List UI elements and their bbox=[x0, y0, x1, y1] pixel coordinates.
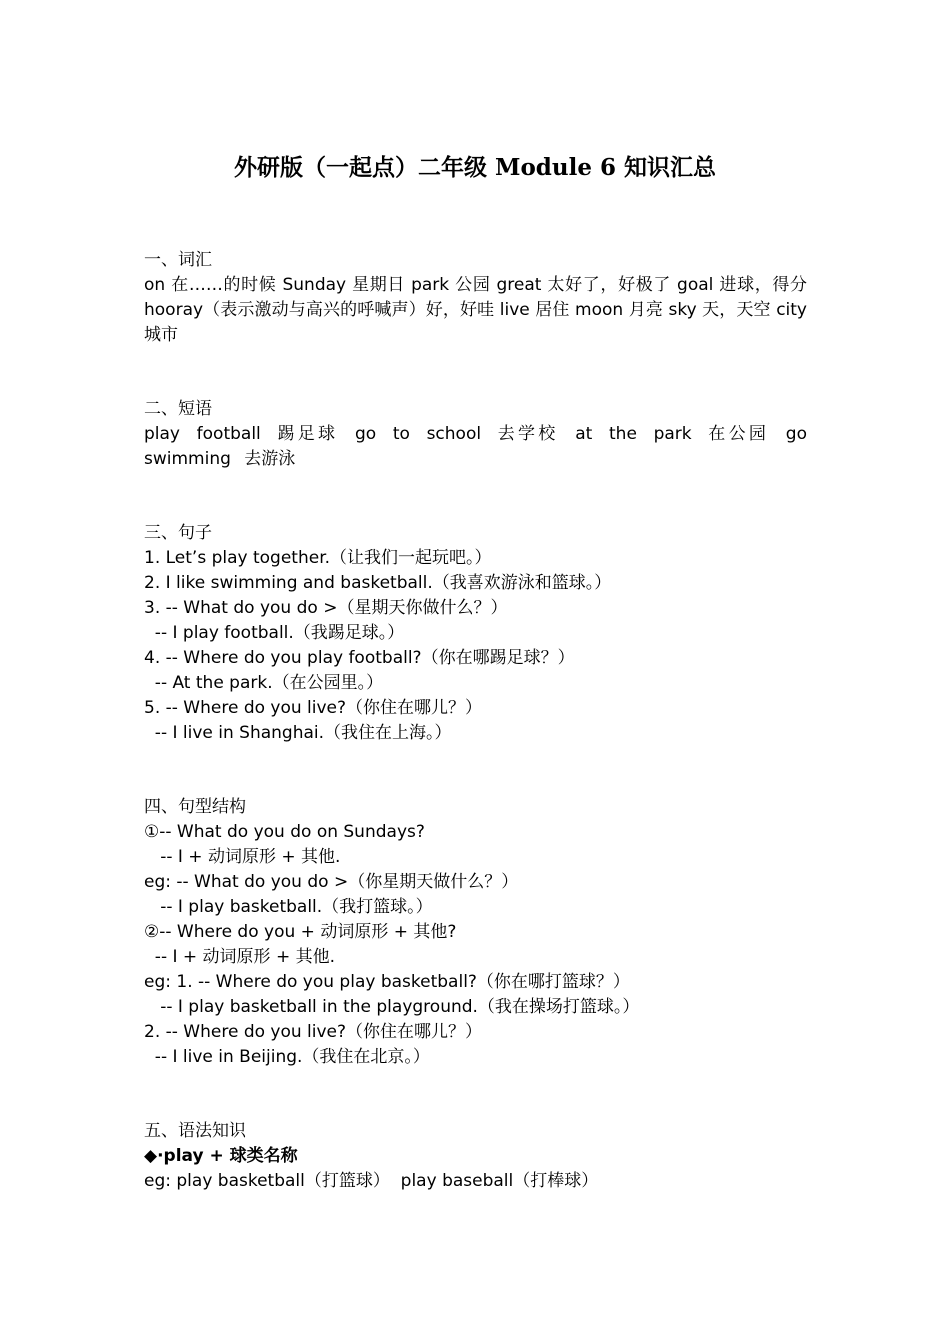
section-heading: 五、语法知识 bbox=[144, 1121, 246, 1141]
sentence-line: 4. -- Where do you play football?（你在哪踢足球？） bbox=[144, 648, 575, 668]
section-grammar bbox=[144, 1119, 807, 1194]
section-sentences bbox=[144, 521, 807, 746]
pattern-line: -- I play basketball in the playground.（我在操场打篮球。） bbox=[144, 997, 640, 1017]
pattern-line: -- I + 动词原形 + 其他. bbox=[144, 947, 336, 967]
pattern-line: eg: 1. -- Where do you play basketball?（你在哪打篮球？） bbox=[144, 972, 630, 992]
section-phrases bbox=[144, 397, 807, 472]
sentence-line: -- At the park.（在公园里。） bbox=[144, 673, 384, 693]
pattern-line: -- I + 动词原形 + 其他. bbox=[144, 847, 341, 867]
pattern-line: ②-- Where do you + 动词原形 + 其他? bbox=[144, 922, 457, 942]
sentence-line: 1. Let’s play together.（让我们一起玩吧。） bbox=[144, 548, 492, 568]
section-heading: 二、短语 bbox=[144, 399, 212, 419]
section-heading: 三、句子 bbox=[144, 523, 212, 543]
pattern-line: eg: -- What do you do >（你星期天做什么？） bbox=[144, 872, 519, 892]
pattern-line: 2. -- Where do you live?（你住在哪儿？） bbox=[144, 1022, 483, 1042]
sentence-line: -- I play football.（我踢足球。） bbox=[144, 623, 405, 643]
sentence-line: 2. I like swimming and basketball.（我喜欢游泳和篮球。） bbox=[144, 573, 612, 593]
pattern-line: ①-- What do you do on Sundays? bbox=[144, 822, 425, 842]
document-body bbox=[144, 248, 807, 1194]
section-vocabulary bbox=[144, 248, 807, 348]
sentence-line: 3. -- What do you do >（星期天你做什么？） bbox=[144, 598, 508, 618]
vocabulary-text: on 在……的时候 Sunday 星期日 park 公园 great 太好了，好极了 goal 进球，得分 hooray（表示激动与高兴的呼喊声）好，好哇 live 居住 moon 月亮 sky 天，天空 city 城市 bbox=[144, 275, 807, 345]
page-title: 外研版（一起点）二年级 Module 6 知识汇总 bbox=[233, 154, 716, 181]
section-heading: 一、词汇 bbox=[144, 250, 212, 270]
section-heading: 四、句型结构 bbox=[144, 797, 246, 817]
pattern-line: -- I live in Beijing.（我住在北京。） bbox=[144, 1047, 430, 1067]
sentence-line: -- I live in Shanghai.（我住在上海。） bbox=[144, 723, 452, 743]
pattern-line: -- I play basketball.（我打篮球。） bbox=[144, 897, 433, 917]
phrases-text: play football 踢足球 go to school 去学校 at the park 在公园 go swimming 去游泳 bbox=[144, 424, 807, 469]
sentence-line: 5. -- Where do you live?（你住在哪儿？） bbox=[144, 698, 483, 718]
grammar-rule: ◆·play + 球类名称 bbox=[144, 1146, 298, 1166]
grammar-example: eg: play basketball（打篮球） play baseball（打棒球） bbox=[144, 1171, 599, 1191]
section-sentence-patterns bbox=[144, 795, 807, 1070]
